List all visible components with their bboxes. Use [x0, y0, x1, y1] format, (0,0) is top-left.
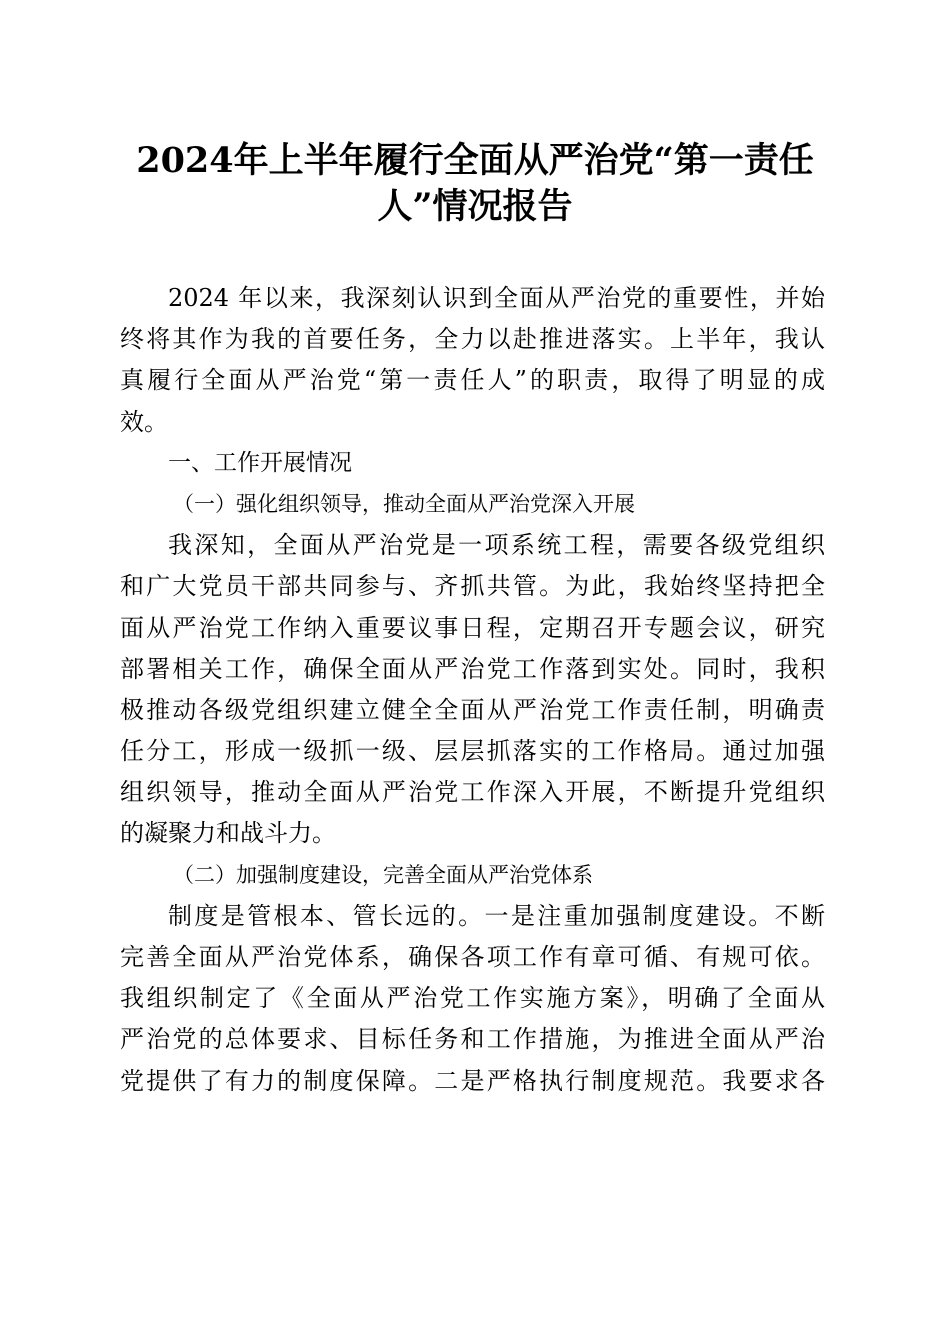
- subsection-heading: （二）加强制度建设，完善全面从严治党体系: [173, 862, 593, 887]
- document-body: [120, 278, 825, 1102]
- text-line: 完善全面从严治党体系，确保各项工作有章可循、有规可依。: [120, 943, 825, 971]
- text-line: 2024 年以来，我深刻认识到全面从严治党的重要性，并始: [168, 284, 825, 312]
- text-line: 终将其作为我的首要任务，全力以赴推进落实。上半年，我认: [120, 325, 825, 354]
- subsection2-paragraph: [120, 896, 825, 1102]
- text-line: 党提供了有力的制度保障。二是严格执行制度规范。我要求各: [120, 1066, 825, 1095]
- text-line: 真履行全面从严治党“第一责任人”的职责，取得了明显的成: [120, 366, 825, 395]
- text-line: 部署相关工作，确保全面从严治党工作落到实处。同时，我积: [120, 654, 825, 683]
- title-line-2: 人”情况报告: [377, 186, 573, 227]
- text-line: 任分工，形成一级抓一级、层层抓落实的工作格局。通过加强: [120, 737, 825, 766]
- text-line: 我深知，全面从严治党是一项系统工程，需要各级党组织: [168, 531, 825, 560]
- subsection-heading: （一）强化组织领导，推动全面从严治党深入开展: [173, 491, 635, 516]
- text-line: 面从严治党工作纳入重要议事日程，定期召开专题会议，研究: [120, 613, 825, 642]
- text-line: 的凝聚力和战斗力。: [120, 819, 336, 848]
- text-line: 和广大党员干部共同参与、齐抓共管。为此，我始终坚持把全: [120, 572, 825, 601]
- text-line: 严治党的总体要求、目标任务和工作措施，为推进全面从严治: [120, 1025, 825, 1054]
- section-heading: 一、工作开展情况: [168, 449, 352, 476]
- text-line: 组织领导，推动全面从严治党工作深入开展，不断提升党组织: [120, 778, 825, 807]
- text-line: 极推动各级党组织建立健全全面从严治党工作责任制，明确责: [120, 695, 825, 724]
- title-line-1: 2024年上半年履行全面从严治党“第一责任: [136, 140, 814, 181]
- document-title: [120, 138, 830, 230]
- text-line: 我组织制定了《全面从严治党工作实施方案》，明确了全面从: [120, 984, 825, 1013]
- text-line: 效。: [120, 407, 168, 436]
- text-line: 制度是管根本、管长远的。一是注重加强制度建设。不断: [168, 901, 825, 930]
- subsection1-paragraph: [120, 525, 825, 855]
- intro-paragraph: [120, 278, 825, 443]
